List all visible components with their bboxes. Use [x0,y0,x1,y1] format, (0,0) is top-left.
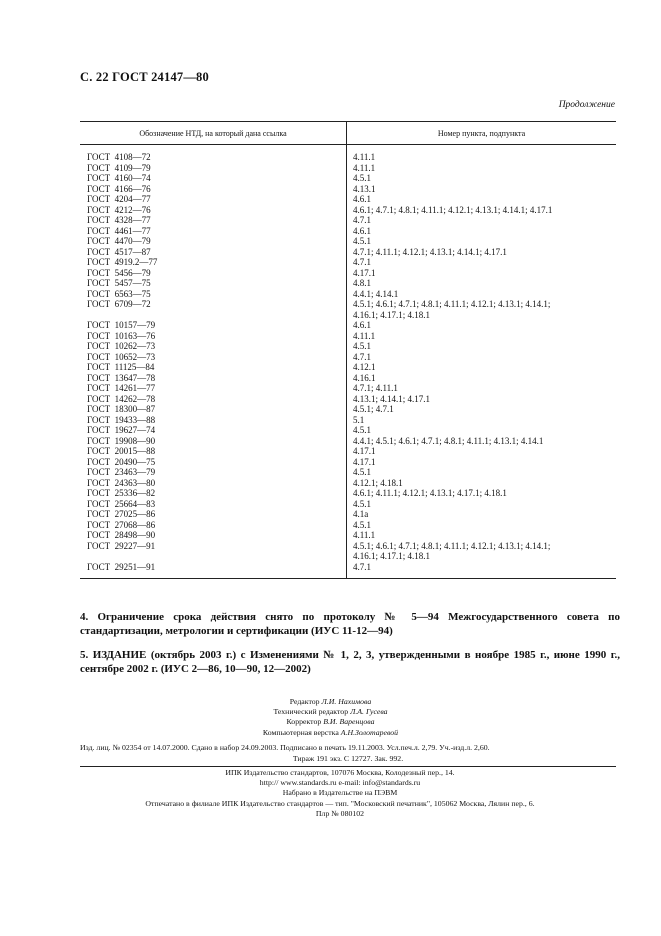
page-header: С. 22 ГОСТ 24147—80 [80,70,209,84]
table-row [80,509,616,520]
document-code: ГОСТ 23463—79 [87,467,156,477]
clause-numbers: 4.6.1; 4.7.1; 4.8.1; 4.11.1; 4.12.1; 4.13.1; 4.14.1; 4.17.1 [353,204,553,215]
table-row [80,331,616,342]
table-row [80,394,616,405]
document-code: ГОСТ 19908—90 [87,435,156,446]
clause-numbers: 4.11.1 [353,330,376,341]
table-row [80,352,616,363]
credit-role: Технический редактор [273,707,349,717]
table-body [80,145,616,572]
document-code: ГОСТ 4212—76 [87,204,151,215]
document-code: ГОСТ 13647—78 [87,372,156,383]
footer-line: Отпечатано в филиале ИПК Издательство стандартов — тип. "Московский печатник", 105062 Москва, Лялин пер., 6. [145,798,535,808]
document-code: ГОСТ 10262—73 [87,341,156,351]
document-code: ГОСТ 20490—75 [87,456,156,467]
publication-info-line2: Тираж 191 экз. С 12727. Зак. 992. [292,753,404,763]
table-row [80,247,616,258]
table-row [80,289,616,300]
clause-numbers: 4.4.1; 4.5.1; 4.6.1; 4.7.1; 4.8.1; 4.11.1; 4.13.1; 4.14.1 [353,435,544,446]
clause-numbers: 4.7.1; 4.11.1; 4.12.1; 4.13.1; 4.14.1; 4.17.1 [353,246,507,257]
table-row [80,551,616,562]
document-code: ГОСТ 10163—76 [87,330,156,341]
table-row [80,341,616,352]
table-row [80,478,616,489]
table-row [80,446,616,457]
clause-numbers: 4.1а [353,509,369,519]
clause-numbers: 4.4.1; 4.14.1 [353,288,399,299]
clause-numbers: 4.11.1 [353,530,376,540]
clause-numbers: 4.5.1; 4.6.1; 4.7.1; 4.8.1; 4.11.1; 4.12.1; 4.13.1; 4.14.1; [353,299,551,309]
document-code [80,310,346,321]
document-code: ГОСТ 4166—76 [87,183,151,194]
table-row [80,205,616,216]
clause-numbers: 4.16.1 [353,372,376,383]
credit-line [0,717,661,727]
table-row [80,173,616,184]
table-row [80,541,616,552]
clause-numbers: 4.13.1 [353,183,376,194]
document-code: ГОСТ 14261—77 [87,383,156,393]
table-row [80,383,616,394]
table-row [80,194,616,205]
clause-numbers: 4.5.1 [353,173,371,183]
document-code: ГОСТ 4517—87 [87,246,151,257]
document-code: ГОСТ 5457—75 [87,278,151,288]
table-row [80,310,616,321]
clause-numbers: 4.6.1 [353,225,371,236]
document-code: ГОСТ 4461—77 [87,225,151,236]
footer-line: Набрано в Издательстве на ПЭВМ [282,788,398,798]
clause-numbers: 4.5.1 [353,341,371,351]
footer-line: Плр № 080102 [315,808,365,818]
note-5: 5. ИЗДАНИЕ (октябрь 2003 г.) с Изменениями № 1, 2, 3, утвержденными в ноябре 1985 г., июне 1990 г., сентябре 2002 г. (ИУС 2—86, 10—90, 12—2002) [80,649,620,675]
clause-numbers: 4.5.1 [353,498,371,509]
table-row [80,163,616,174]
clause-numbers: 4.5.1; 4.6.1; 4.7.1; 4.8.1; 4.11.1; 4.12.1; 4.13.1; 4.14.1; [353,540,551,551]
document-code: ГОСТ 5456—79 [87,267,151,278]
clause-numbers: 4.16.1; 4.17.1; 4.18.1 [353,551,431,561]
clause-numbers: 4.5.1 [353,236,371,246]
document-code: ГОСТ 4204—77 [87,194,151,204]
publisher-footer [60,768,620,819]
table-bottom-rule [80,578,616,579]
clause-numbers: 4.7.1 [353,215,371,225]
table-row [80,415,616,426]
table-row [80,467,616,478]
table-row [80,562,616,573]
table-row [80,362,616,373]
note-4: 4. Ограничение срока действия снято по протоколу № 5—94 Межгосударственного совета по стандартизации, метрологии и сертификации (ИУС 11-12—94) [80,611,620,637]
credit-line [0,697,661,707]
credit-role: Компьютерная верстка [262,727,339,737]
clause-numbers: 4.17.1 [353,446,376,456]
document-code: ГОСТ 29227—91 [87,540,156,551]
document-code: ГОСТ 27068—86 [87,519,156,530]
clause-numbers: 4.12.1 [353,362,376,372]
document-code: ГОСТ 14262—78 [87,393,156,404]
clause-numbers: 4.16.1; 4.17.1; 4.18.1 [353,309,431,320]
clause-numbers: 4.6.1 [353,194,371,204]
document-code [80,551,346,562]
column-divider [346,145,347,578]
credit-name: В.И. Варенцова [323,717,375,727]
table-row [80,268,616,279]
table-row [80,499,616,510]
document-code: ГОСТ 19627—74 [87,425,156,435]
document-code: ГОСТ 18300—87 [87,404,156,414]
document-code: ГОСТ 19433—88 [87,414,156,425]
table-row [80,520,616,531]
clause-numbers: 4.12.1; 4.18.1 [353,477,403,488]
footer-rule [80,766,616,767]
clause-numbers: 4.7.1 [353,351,371,362]
footer-line: ИПК Издательство стандартов, 107076 Москва, Колодезный пер., 14. [225,768,455,777]
document-code: ГОСТ 4160—74 [87,173,151,183]
document-code: ГОСТ 6563—75 [87,288,151,299]
column-header-document: Обозначение НТД, на который дана ссылка [80,122,347,144]
credit-role: Корректор [286,717,322,727]
document-code: ГОСТ 10652—73 [87,351,156,362]
clause-numbers: 4.17.1 [353,267,376,278]
table-row [80,236,616,247]
credit-name: Л.А. Гусева [350,707,388,717]
clause-numbers: 4.6.1; 4.11.1; 4.12.1; 4.13.1; 4.17.1; 4.18.1 [353,488,507,498]
table-rows [80,145,616,572]
reference-table [80,121,616,579]
clause-numbers: 4.5.1; 4.7.1 [353,404,394,414]
document-code: ГОСТ 11125—84 [87,362,155,372]
table-row [80,530,616,541]
table-row [80,488,616,499]
clause-numbers: 4.5.1 [353,425,371,435]
document-code: ГОСТ 4108—72 [87,152,151,162]
clause-numbers: 4.5.1 [353,467,371,477]
table-row [80,278,616,289]
credit-line [0,707,661,717]
document-code: ГОСТ 10157—79 [87,320,156,330]
table-row [80,226,616,237]
document-code: ГОСТ 25664—83 [87,498,156,509]
table-row [80,152,616,163]
clause-numbers: 4.5.1 [353,519,371,530]
footer-line: http:// www.standards.ru e-mail: info@standards.ru [259,778,421,788]
table-header [80,121,616,145]
clause-numbers: 4.7.1; 4.11.1 [353,383,398,393]
clause-numbers: 4.6.1 [353,320,371,330]
clause-numbers: 4.11.1 [353,152,376,162]
clause-numbers: 4.11.1 [353,162,376,173]
document-code: ГОСТ 20015—88 [87,446,156,456]
document-code: ГОСТ 25336—82 [87,488,156,498]
document-code: ГОСТ 4470—79 [87,236,151,246]
table-row [80,215,616,226]
document-code: ГОСТ 24363—80 [87,477,156,488]
table-row [80,404,616,415]
credit-name: Л.И. Нахимова [321,697,372,706]
clause-numbers: 5.1 [353,414,365,425]
publication-info-line1: Изд. лиц. № 02354 от 14.07.2000. Сдано в набор 24.09.2003. Подписано в печать 19.11.2003. Усл.печ.л. 2,79. Уч.-изд.л. 2,60. [80,743,490,752]
clause-numbers: 4.17.1 [353,456,376,467]
table-row [80,184,616,195]
credits-block [0,697,661,738]
table-row [80,299,616,310]
clause-numbers: 4.7.1 [353,561,371,572]
publication-info [80,743,616,764]
document-code: ГОСТ 4109—79 [87,162,151,173]
table-row [80,373,616,384]
document-code: ГОСТ 6709—72 [87,299,151,309]
credit-name: А.Н.Золотаревой [340,727,399,737]
clause-numbers: 4.13.1; 4.14.1; 4.17.1 [353,393,431,404]
document-code: ГОСТ 4328—77 [87,215,151,225]
document-code: ГОСТ 27025—86 [87,509,156,519]
table-row [80,425,616,436]
table-row [80,320,616,331]
table-row [80,457,616,468]
column-header-clause: Номер пункта, подпункта [437,128,526,138]
table-row [80,436,616,447]
credit-role: Редактор [289,697,320,706]
continuation-label: Продолжение [558,100,615,110]
document-code: ГОСТ 4919.2—77 [87,257,158,267]
clause-numbers: 4.7.1 [353,257,371,267]
clause-numbers: 4.8.1 [353,278,371,288]
document-code: ГОСТ 29251—91 [87,561,156,572]
table-row [80,257,616,268]
credit-line [0,728,661,738]
document-code: ГОСТ 28498—90 [87,530,156,540]
